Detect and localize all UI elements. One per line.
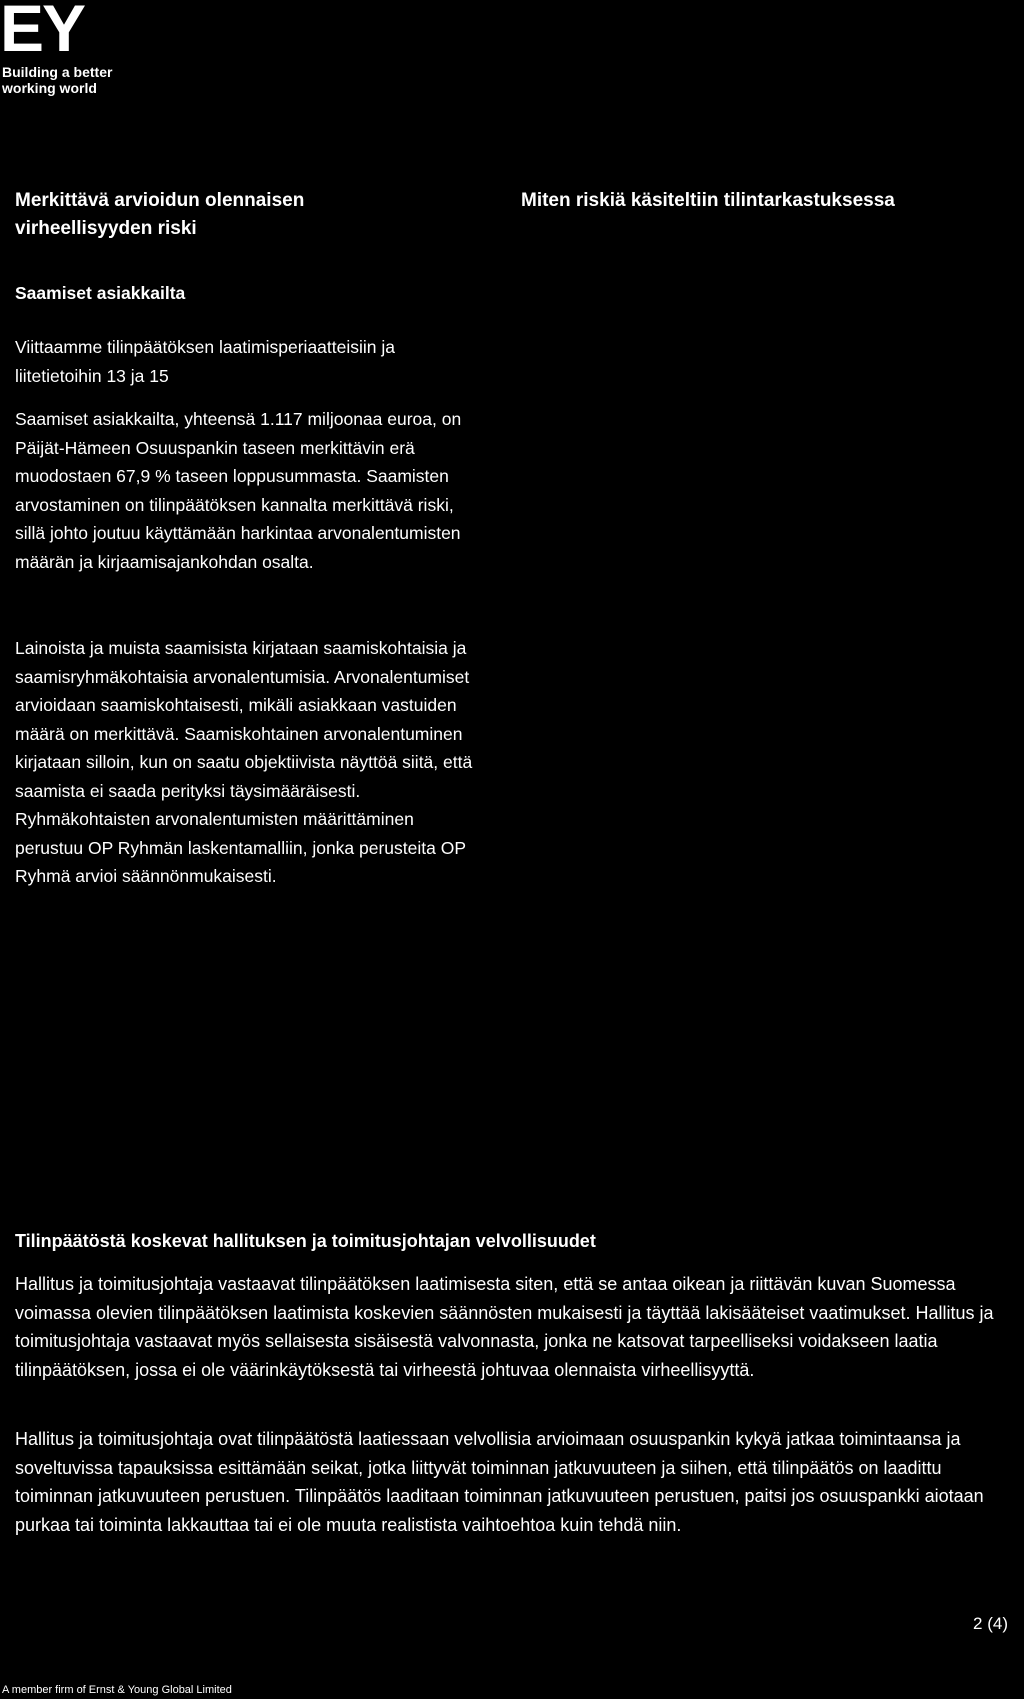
left-heading-line-2: virheellisyyden riski xyxy=(15,218,197,239)
left-heading-line-1: Merkittävä arvioidun olennaisen xyxy=(15,190,305,211)
section-title: Saamiset asiakkailta xyxy=(15,283,186,303)
reference-paragraph: Viittaamme tilinpäätöksen laatimisperiaatteisiin ja liitetietoihin 13 ja 15 xyxy=(15,337,396,386)
ey-logo: EY xyxy=(0,0,85,65)
responsibilities-title: Tilinpäätöstä koskevat hallituksen ja toimitusjohtajan velvollisuudet xyxy=(15,1231,596,1251)
page-number: 2 (4) xyxy=(973,1614,1008,1633)
impairment-paragraph: Lainoista ja muista saamisista kirjataan saamiskohtaisia ja saamisryhmäkohtaisia arvonalentumisia. Arvonalentumiset arvioidaan saamiskohtaisesti, mikäli asiakkaan vastuiden määrä on merkittävä. Saamiskohtainen arvonalentuminen kirjataan silloin, kun on saatu objektiivista näyttöä siitä, että saamista ei saada perityksi täysimääräisesti. Ryhmäkohtaisten arvonalentumisten määrittäminen perustuu OP Ryhmän laskentamalliin, jonka perusteita OP Ryhmä arvioi säännönmukaisesti. xyxy=(15,638,473,886)
responsibilities-paragraph-2: Hallitus ja toimitusjohtaja ovat tilinpäätöstä laatiessaan velvollisia arvioimaan osuuspankin kykyä jatkaa toimintaansa ja soveltuvissa tapauksissa esittämään seikat, jotka liittyvät toiminnan jatkuvuuteen ja siihen, että tilinpäätös on laadittu toiminnan jatkuvuuteen perustuen. Tilinpäätös laaditaan toiminnan jatkuvuuteen perustuen, paitsi jos osuuspankki aiotaan purkaa tai toiminta lakkauttaa tai ei ole muuta realistista vaihtoehtoa kuin tehdä niin. xyxy=(15,1429,984,1535)
receivables-paragraph: Saamiset asiakkailta, yhteensä 1.117 miljoonaa euroa, on Päijät-Hämeen Osuuspankin taseen merkittävin erä muodostaen 67,9 % taseen loppusummasta. Saamisten arvostaminen on tilinpäätöksen kannalta merkittävä riski, sillä johto joutuu käyttämään harkintaa arvonalentumisten määrän ja kirjaamisajankohdan osalta. xyxy=(15,409,462,572)
right-column-heading: Miten riskiä käsiteltiin tilintarkastuksessa xyxy=(521,190,895,211)
responsibilities-paragraph-1: Hallitus ja toimitusjohtaja vastaavat tilinpäätöksen laatimisesta siten, että se antaa oikean ja riittävän kuvan Suomessa voimassa olevien tilinpäätöksen laatimista koskevien säännösten mukaisesti ja täyttää lakisääteiset vaatimukset. Hallitus ja toimitusjohtaja vastaavat myös sellaisesta sisäisestä valvonnasta, jonka ne katsovat tarpeelliseksi voidakseen laatia tilinpäätöksen, jossa ei ole väärinkäytöksestä tai virheestä johtuvaa olennaista virheellisyyttä. xyxy=(15,1274,994,1380)
tagline-line-1: Building a better xyxy=(2,64,113,80)
tagline-line-2: working world xyxy=(2,80,97,96)
logo-tagline xyxy=(2,64,112,96)
footer-text: A member firm of Ernst & Young Global Limited xyxy=(2,1684,232,1696)
left-column-heading xyxy=(15,187,485,243)
